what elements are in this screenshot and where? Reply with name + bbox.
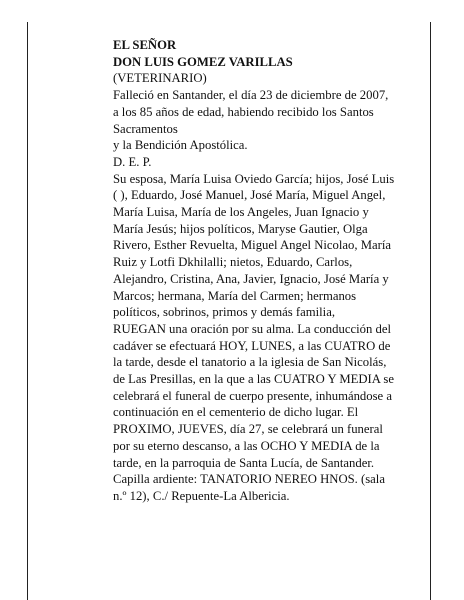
notice-text-line: Alejandro, Cristina, Ana, Javier, Ignacio, José María y	[113, 271, 389, 286]
notice-title-line-1: EL SEÑOR	[113, 38, 177, 52]
notice-text-line: cadáver se efectuará HOY, LUNES, a las CUATRO de	[113, 338, 391, 353]
notice-text-line: Rivero, Esther Revuelta, Miguel Angel Nicolao, María	[113, 238, 391, 253]
notice-text-line: Ruiz y Lotfi Dkhilalli; nietos, Eduardo, Carlos,	[113, 255, 353, 270]
notice-text-line: PROXIMO, JUEVES, día 27, se celebrará un funeral	[113, 422, 383, 437]
profession-line: (VETERINARIO)	[113, 71, 207, 86]
obituary-notice	[113, 37, 419, 505]
right-border-line	[430, 22, 431, 600]
notice-text-line: ( ), Eduardo, José Manuel, José María, Miguel Angel,	[113, 188, 386, 203]
notice-text-line: María Jesús; hijos políticos, Maryse Gautier, Olga	[113, 221, 368, 236]
notice-text-line: n.º 12), C./ Repuente-La Albericia.	[113, 488, 290, 503]
notice-text-line: RUEGAN una oración por su alma. La conducción del	[113, 321, 391, 336]
notice-text-line: María Luisa, María de los Angeles, Juan Ignacio y	[113, 205, 369, 220]
notice-text-line: y la Bendición Apostólica.	[113, 138, 248, 153]
rip-line: D. E. P.	[113, 154, 152, 169]
notice-text-line: Sacramentos	[113, 121, 178, 136]
notice-text-line: Marcos; hermana, María del Carmen; hermanos	[113, 288, 357, 303]
notice-text-line: Capilla ardiente: TANATORIO NEREO HNOS. (sala	[113, 472, 385, 487]
notice-text-line: a los 85 años de edad, habiendo recibido los Santos	[113, 104, 374, 119]
notice-text-line: de Las Presillas, en la que a las CUATRO Y MEDIA se	[113, 372, 394, 387]
notice-text-line: por su eterno descanso, a las OCHO Y MEDIA de la	[113, 438, 380, 453]
notice-text-line: políticos, sobrinos, primos y demás familia,	[113, 305, 336, 320]
notice-text-line: Falleció en Santander, el día 23 de diciembre de 2007,	[113, 88, 389, 103]
left-border-line	[27, 22, 28, 600]
notice-text-line: continuación en el cementerio de dicho lugar. El	[113, 405, 359, 420]
notice-text-line: tarde, en la parroquia de Santa Lucía, de Santander.	[113, 455, 375, 470]
notice-text-line: Su esposa, María Luisa Oviedo García; hijos, José Luis	[113, 171, 395, 186]
notice-text-line: la tarde, desde el tanatorio a la iglesia de San Nicolás,	[113, 355, 387, 370]
notice-title-line-2: DON LUIS GOMEZ VARILLAS	[113, 54, 293, 69]
notice-text-line: celebrará el funeral de cuerpo presente, inhumándose a	[113, 388, 392, 403]
